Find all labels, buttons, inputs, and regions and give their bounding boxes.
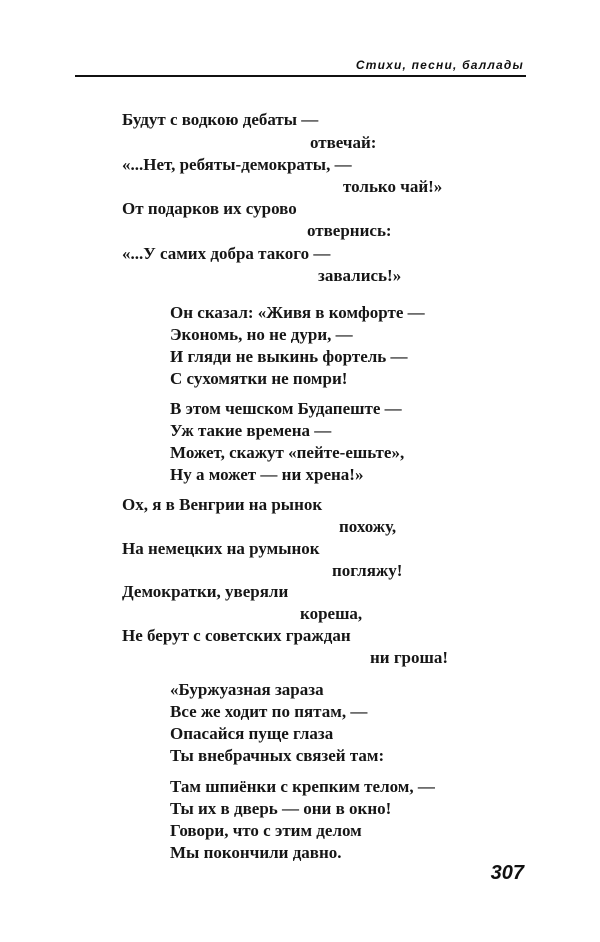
- poem-line: Экономь, но не дури, —: [170, 325, 353, 344]
- poem-line: только чай!»: [343, 177, 443, 196]
- poem-line: Может, скажут «пейте-ешьте»,: [170, 443, 405, 462]
- poem-line: Ты их в дверь — они в окно!: [170, 799, 392, 818]
- running-header: Стихи, песни, баллады: [355, 58, 524, 72]
- poem-line: И гляди не выкинь фортель —: [170, 347, 408, 366]
- poem-line: На немецких на румынок: [122, 539, 320, 558]
- poem-line: Он сказал: «Живя в комфорте —: [170, 303, 425, 322]
- poem-line: Уж такие времена —: [170, 421, 332, 440]
- poem-line: отвечай:: [310, 133, 377, 152]
- poem-line: завались!»: [318, 266, 402, 285]
- poem-line: Там шпиёнки с крепким телом, —: [170, 777, 435, 796]
- poem-line: Ох, я в Венгрии на рынок: [122, 495, 323, 514]
- poem-line: «...У самих добра такого —: [122, 244, 331, 263]
- poem-line: погляжу!: [332, 561, 403, 580]
- poem-line: «...Нет, ребяты-демократы, —: [122, 155, 352, 174]
- poem-line: Говори, что с этим делом: [170, 821, 362, 840]
- poem-line: Мы покончили давно.: [170, 843, 342, 862]
- poem-line: С сухомятки не помри!: [170, 369, 348, 388]
- poem-line: Ты внебрачных связей там:: [170, 746, 385, 765]
- poem-line: От подарков их сурово: [122, 199, 297, 218]
- poem-line: ни гроша!: [370, 648, 449, 667]
- page-number: 307: [490, 862, 524, 884]
- poem-line: похожу,: [339, 517, 397, 536]
- poem-line: Демократки, уверяли: [122, 582, 289, 601]
- poem-line: Опасайся пуще глаза: [170, 724, 334, 743]
- poem-line: «Буржуазная зараза: [170, 680, 324, 699]
- poem-line: Не берут с советских граждан: [122, 626, 351, 645]
- poem-line: Все же ходит по пятам, —: [170, 702, 368, 721]
- poem-line: отвернись:: [307, 221, 392, 240]
- poem-line: В этом чешском Будапеште —: [170, 399, 402, 418]
- header-rule: [75, 75, 526, 77]
- poem-line: Будут с водкою дебаты —: [122, 110, 319, 129]
- poem-line: Ну а может — ни хрена!»: [170, 465, 364, 484]
- poem-line: кореша,: [300, 604, 363, 623]
